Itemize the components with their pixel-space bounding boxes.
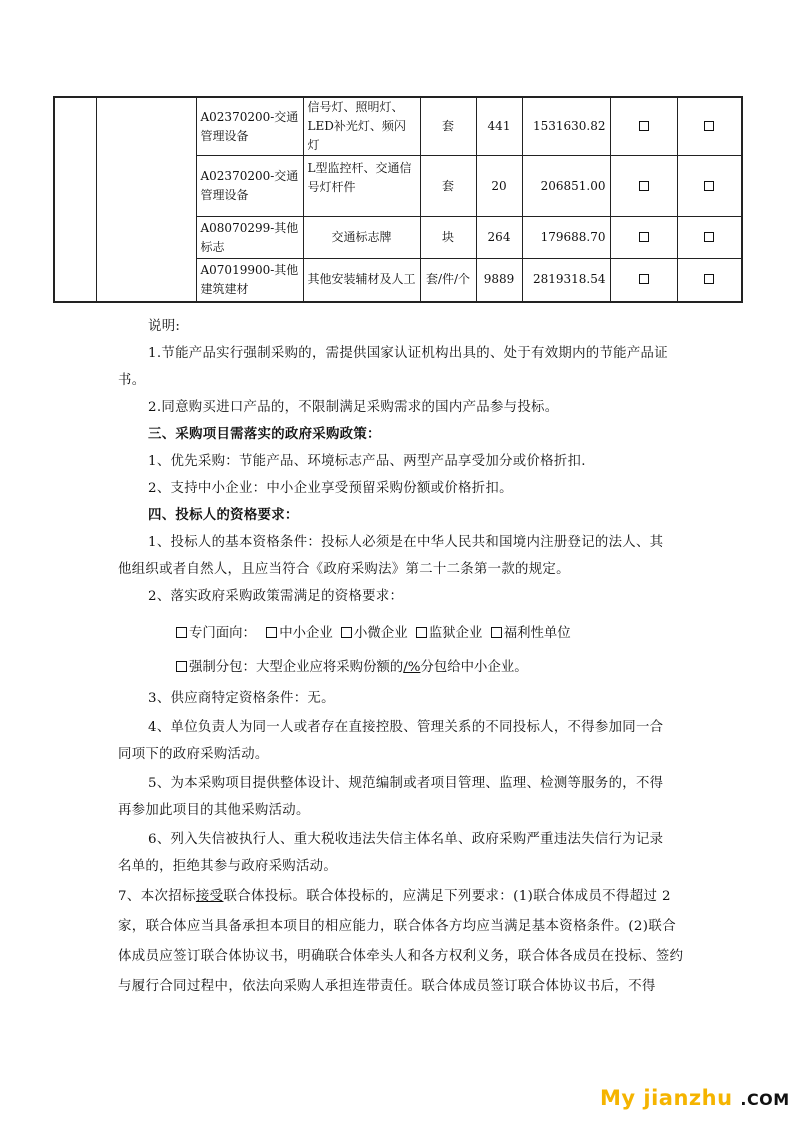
section-4-p7 xyxy=(118,882,684,1002)
section-3-heading: 三、采购项目需落实的政府采购政策： xyxy=(148,426,381,442)
merged-cell-blank xyxy=(54,97,96,302)
notes-title: 说明: xyxy=(148,319,181,334)
item-name: L型监控杆、交通信号灯杆件 xyxy=(303,156,420,217)
checkbox-icon[interactable] xyxy=(639,232,649,242)
special-option-welfare: 福利性单位 xyxy=(503,626,571,641)
checkbox-cell[interactable] xyxy=(677,259,742,302)
special-option-prison: 监狱企业 xyxy=(428,626,483,641)
watermark-brand: My jianzhu xyxy=(600,1086,733,1110)
item-quantity: 20 xyxy=(476,156,522,217)
item-unit: 套/件/个 xyxy=(420,259,476,302)
checkbox-icon[interactable] xyxy=(639,181,649,191)
p7-rest: 联合体投标。联合体投标的，应满足下列要求：(1)联合体成员不得超过 2家，联合体应当具备承担本项目的相应能力，联合体各方均应当满足基本资格条件。(2)联合体成员应签订联合体协议书，明确联合体牵头人和各方权利义务，联合体各成员在投标、签约与履行合同过程中，依法向采购人承担连带责任。联合体成员签订联合体协议书后，不得 xyxy=(118,889,684,994)
procurement-items-table xyxy=(53,96,743,303)
item-name: 其他安装辅材及人工 xyxy=(303,259,420,302)
checkbox-cell[interactable] xyxy=(677,217,742,259)
subcontract-label: 强制分包：大型企业应将采购份额的 xyxy=(189,660,404,675)
section-3-p1: 1、优先采购：节能产品、环境标志产品、两型产品享受加分或价格折扣. xyxy=(148,454,586,469)
checkbox-cell[interactable] xyxy=(677,97,742,156)
checkbox-icon[interactable] xyxy=(176,627,187,638)
item-code: A02370200-交通管理设备 xyxy=(196,156,303,217)
item-name: 信号灯、照明灯、LED补光灯、频闪灯 xyxy=(303,97,420,156)
site-watermark-logo xyxy=(600,1086,790,1110)
checkbox-icon[interactable] xyxy=(704,232,714,242)
special-option-micro: 小微企业 xyxy=(354,626,408,641)
notes-block xyxy=(118,313,676,610)
special-option-sme: 中小企业 xyxy=(279,626,333,641)
special-target-line xyxy=(176,624,571,644)
checkbox-cell[interactable] xyxy=(610,97,677,156)
item-amount: 206851.00 xyxy=(522,156,610,217)
checkbox-icon[interactable] xyxy=(639,274,649,284)
subcontract-line xyxy=(176,658,528,678)
p7-start: 7、本次招标 xyxy=(118,889,196,904)
note-item-1: 1.节能产品实行强制采购的，需提供国家认证机构出具的、处于有效期内的节能产品证书。 xyxy=(118,346,668,388)
item-code: A07019900-其他建筑建材 xyxy=(196,259,303,302)
item-amount: 2819318.54 xyxy=(522,259,610,302)
checkbox-icon[interactable] xyxy=(491,627,502,638)
item-code: A02370200-交通管理设备 xyxy=(196,97,303,156)
checkbox-cell[interactable] xyxy=(610,217,677,259)
checkbox-icon[interactable] xyxy=(639,121,649,131)
table-row xyxy=(54,97,742,156)
item-code: A08070299-其他标志 xyxy=(196,217,303,259)
p7-accept: 接受 xyxy=(195,889,224,904)
checkbox-icon[interactable] xyxy=(416,627,427,638)
section-4-continued xyxy=(118,685,676,880)
section-4-heading: 四、投标人的资格要求： xyxy=(148,507,299,523)
checkbox-cell[interactable] xyxy=(610,156,677,217)
note-item-2: 2.同意购买进口产品的，不限制满足采购需求的国内产品参与投标。 xyxy=(148,400,559,415)
checkbox-icon[interactable] xyxy=(704,121,714,131)
subcontract-tail: 分包给中小企业。 xyxy=(420,660,528,675)
section-4-p5: 5、为本采购项目提供整体设计、规范编制或者项目管理、监理、检测等服务的，不得再参加此项目的其他采购活动。 xyxy=(118,776,664,818)
special-label: 专门面向： xyxy=(189,626,256,641)
item-amount: 179688.70 xyxy=(522,217,610,259)
item-quantity: 264 xyxy=(476,217,522,259)
section-4-p1: 1、投标人的基本资格条件：投标人必须是在中华人民共和国境内注册登记的法人、其他组织或者自然人，且应当符合《政府采购法》第二十二条第一款的规定。 xyxy=(118,535,664,577)
section-4-p4: 4、单位负责人为同一人或者存在直接控股、管理关系的不同投标人，不得参加同一合同项下的政府采购活动。 xyxy=(118,720,664,762)
section-4-p3: 3、供应商特定资格条件：无。 xyxy=(148,691,335,706)
section-4-p2: 2、落实政府采购政策需满足的资格要求： xyxy=(148,589,404,604)
subcontract-percent-blank[interactable]: /% xyxy=(403,660,421,675)
checkbox-icon[interactable] xyxy=(176,661,187,672)
checkbox-icon[interactable] xyxy=(266,627,277,638)
section-3-p2: 2、支持中小企业：中小企业享受预留采购份额或价格折扣。 xyxy=(148,481,513,496)
checkbox-cell[interactable] xyxy=(610,259,677,302)
item-name: 交通标志牌 xyxy=(303,217,420,259)
checkbox-icon[interactable] xyxy=(341,627,352,638)
checkbox-icon[interactable] xyxy=(704,274,714,284)
watermark-suffix: .COM xyxy=(740,1090,790,1109)
item-unit: 套 xyxy=(420,156,476,217)
item-quantity: 9889 xyxy=(476,259,522,302)
item-unit: 块 xyxy=(420,217,476,259)
checkbox-cell[interactable] xyxy=(677,156,742,217)
checkbox-icon[interactable] xyxy=(704,181,714,191)
merged-cell-blank xyxy=(96,97,196,302)
item-unit: 套 xyxy=(420,97,476,156)
section-4-p6: 6、列入失信被执行人、重大税收违法失信主体名单、政府采购严重违法失信行为记录名单的，拒绝其参与政府采购活动。 xyxy=(118,832,664,874)
item-amount: 1531630.82 xyxy=(522,97,610,156)
item-quantity: 441 xyxy=(476,97,522,156)
